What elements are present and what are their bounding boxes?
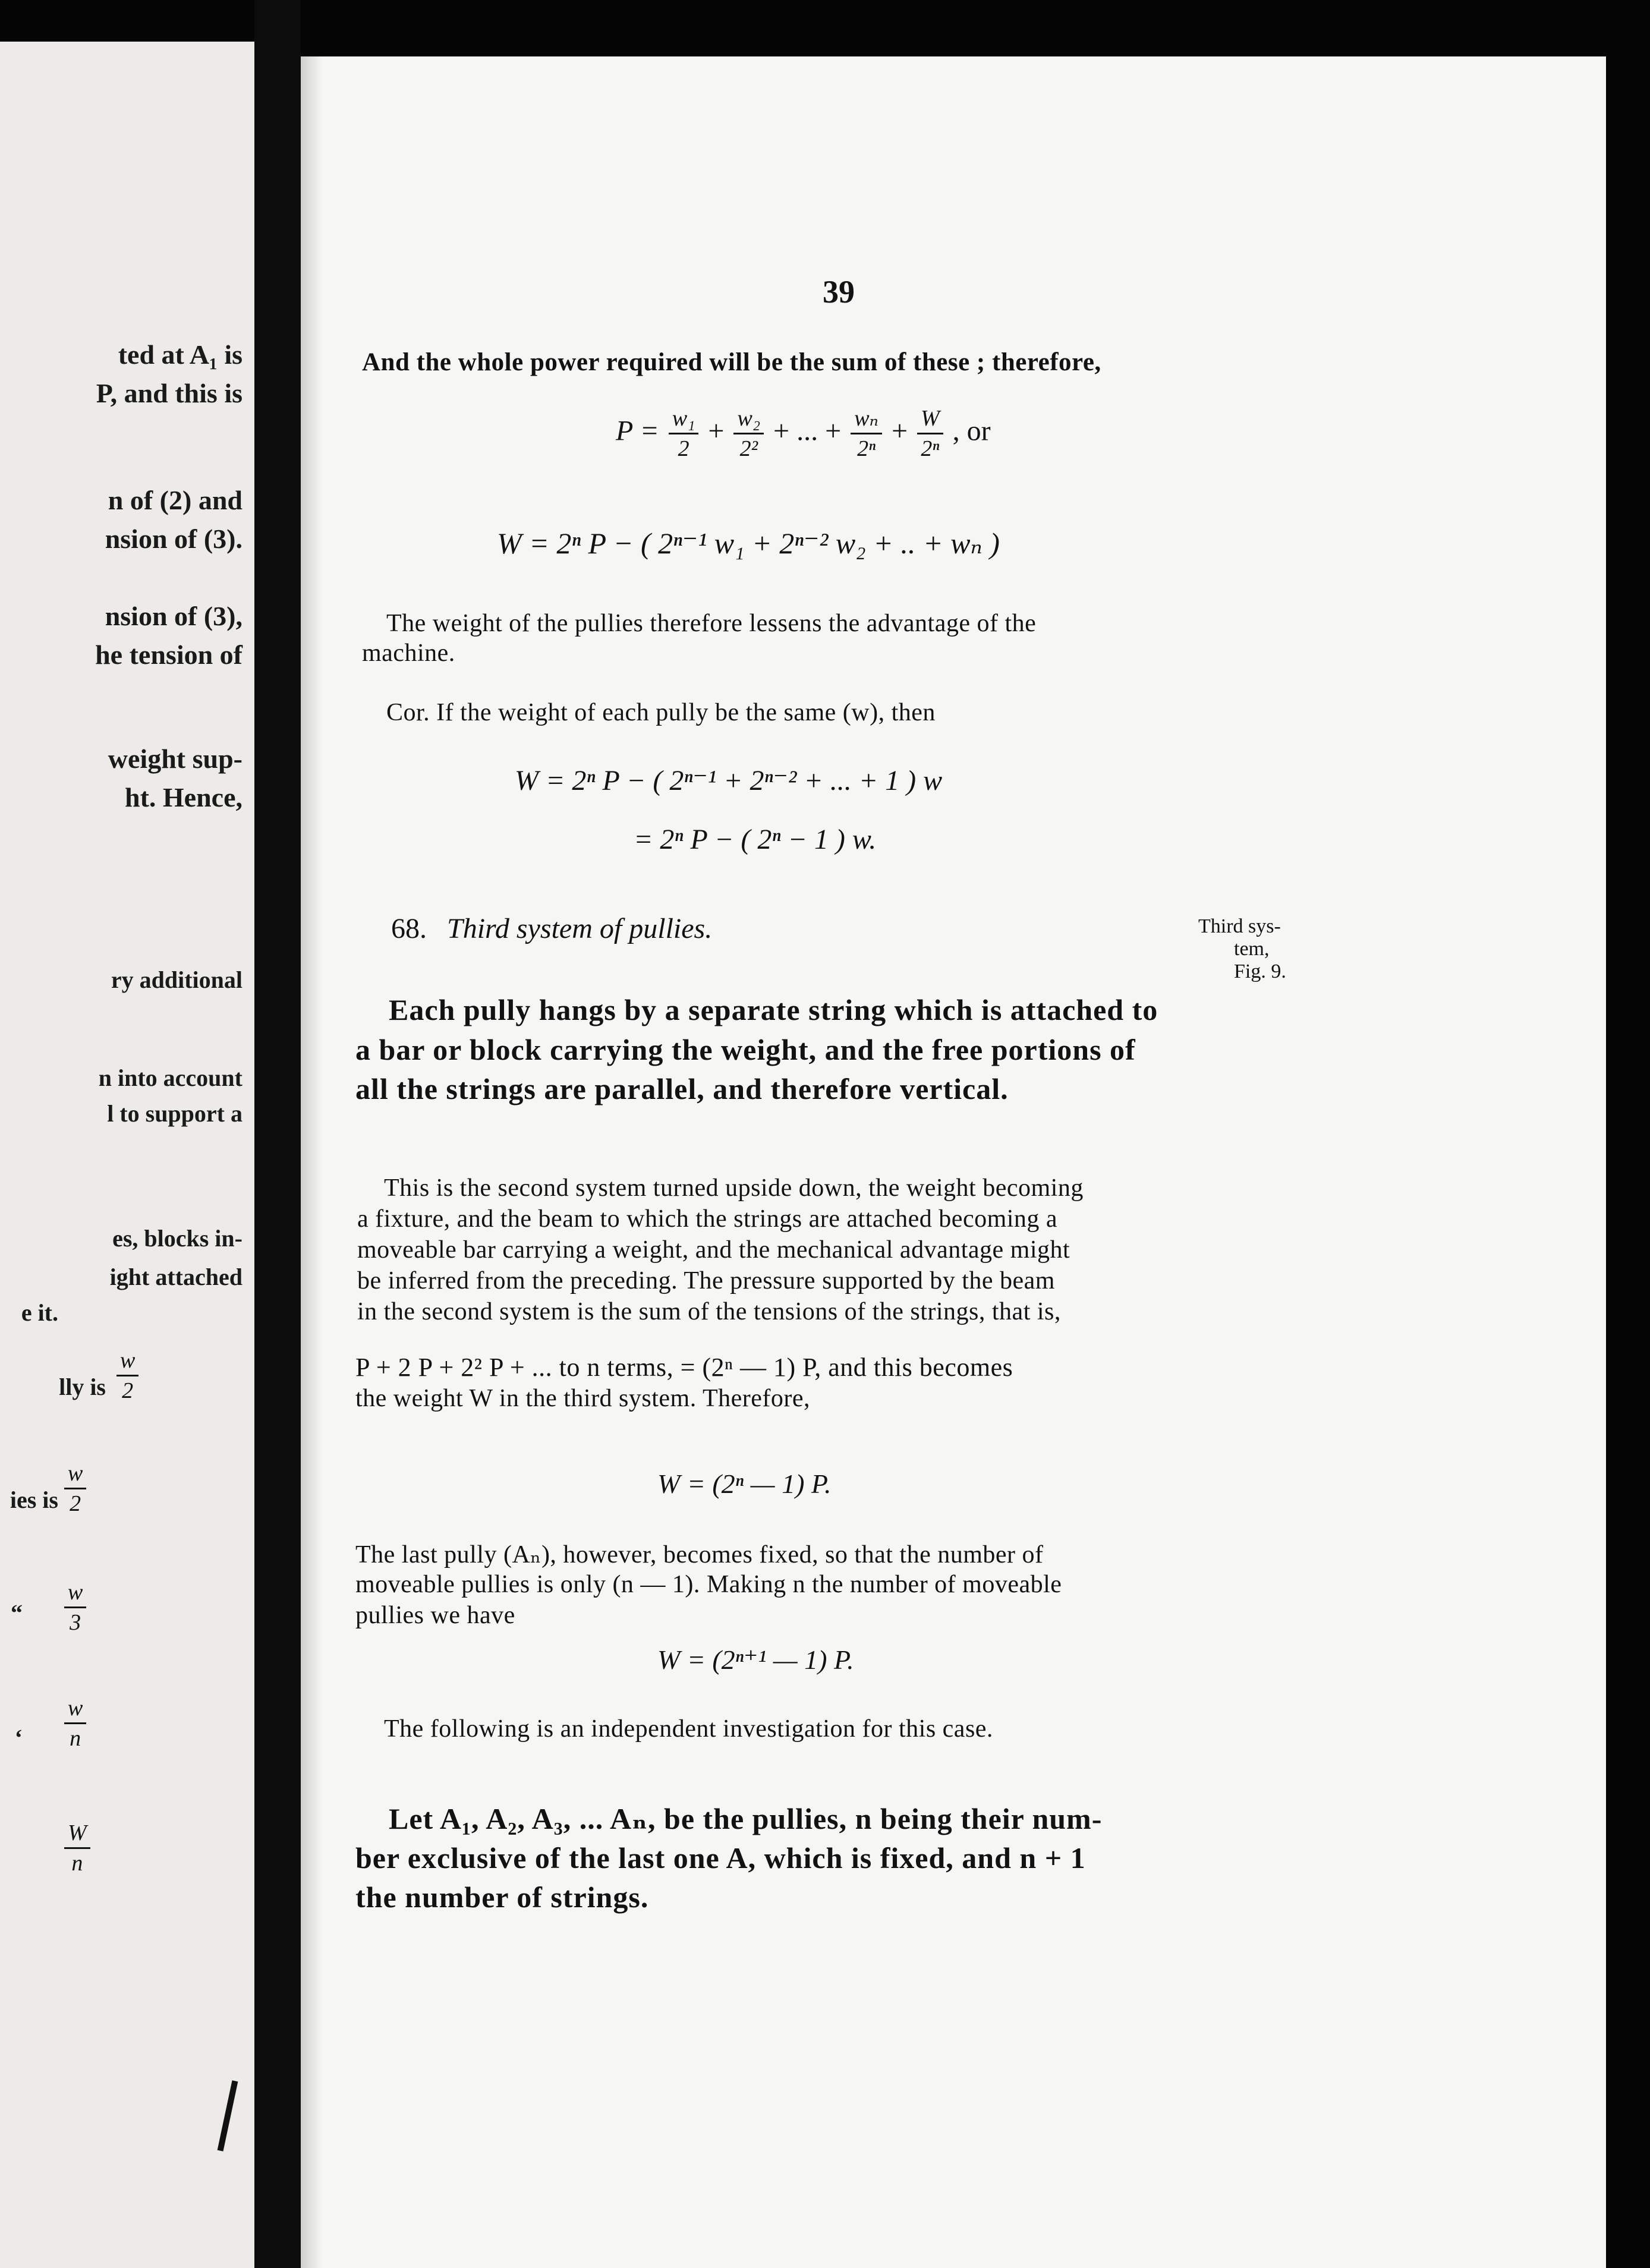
eq1-term: $\frac{\text{wₙ}}{\text{2ⁿ}}$ [851,404,882,463]
left-line: ight attached [109,1264,243,1290]
left-line: lly is [59,1374,106,1400]
paragraph-line: be inferred from the preceding. The pressure supported by the beam [357,1267,1055,1294]
paragraph-line: The weight of the pullies therefore lessens the advantage of the [386,610,1037,637]
left-fraction: $\frac{w}{2}$ [62,1459,89,1518]
paragraph-line: a bar or block carrying the weight, and the free portions of [355,1033,1136,1066]
left-line: nsion of (3), [105,601,243,631]
left-page-fragment [0,42,254,2268]
left-line: es, blocks in- [112,1225,243,1252]
page-number: 39 [823,274,855,310]
paragraph-line: a fixture, and the beam to which the strings are attached becoming a [357,1205,1058,1233]
paragraph-line: This is the second system turned upside down, the weight becoming [384,1174,1084,1202]
eq1-lhs: P = [616,415,659,447]
left-line: P, and this is [96,378,243,408]
eq1-term: $\frac{\text{w₁}}{2}$ [669,404,699,463]
paragraph-line: The last pully (Aₙ), however, becomes fixed, so that the number of [355,1541,1044,1568]
paragraph-line: in the second system is the sum of the tensions of the strings, that is, [357,1298,1061,1325]
left-line: ‘ [14,1724,23,1751]
left-line: n into account [98,1064,243,1091]
paragraph-line: Each pully hangs by a separate string which is attached to [389,993,1158,1026]
left-line: “ [11,1599,23,1626]
left-line: e it. [21,1299,58,1326]
left-line: ies is [10,1486,58,1513]
equation-equal-weights-simplified: = 2ⁿ P − ( 2ⁿ − 1 ) w. [634,824,877,855]
equation-weight-with-pullies: W = 2ⁿ P − ( 2ⁿ⁻¹ w₁ + 2ⁿ⁻² w₂ + .. + wₙ ) [497,527,1000,560]
margin-note: Third sys- tem, Fig. 9. [1198,915,1286,982]
eq1-term: $\frac{W}{\text{2ⁿ}}$ [917,404,943,463]
left-fraction: $\frac{w}{3}$ [62,1578,89,1637]
paragraph-line: pullies we have [355,1602,515,1629]
section-title: Third system of pullies. [447,913,713,944]
left-line: weight sup- [108,744,243,774]
left-line: nsion of (3). [105,524,243,554]
page-shadow [301,56,322,2268]
section-heading [391,912,712,945]
left-line: ht. Hence, [124,782,243,812]
left-fraction: $\frac{w}{2}$ [114,1346,141,1405]
paragraph-line: the weight W in the third system. Therefore, [355,1385,810,1412]
paragraph-line: The following is an independent investigation for this case. [384,1715,993,1743]
paragraph-line: Let A₁, A₂, A₃, ... Aₙ, be the pullies, n being their num- [389,1802,1103,1835]
paragraph-line: the number of strings. [355,1880,649,1914]
paragraph-line: ber exclusive of the last one A, which is fixed, and n + 1 [355,1841,1086,1875]
paragraph-line: moveable bar carrying a weight, and the mechanical advantage might [357,1236,1070,1264]
book-page [301,56,1606,2268]
left-line: l to support a [107,1100,243,1127]
equation-equal-weights: W = 2ⁿ P − ( 2ⁿ⁻¹ + 2ⁿ⁻² + ... + 1 ) w [515,765,943,796]
book-gutter [254,0,301,2268]
paragraph-line: moveable pullies is only (n — 1). Making n the number of moveable [355,1571,1062,1598]
left-line: ry additional [111,966,243,993]
section-number: 68. [391,913,427,944]
paragraph-line: P + 2 P + 2² P + ... to n terms, = (2ⁿ — 1) P, and this becomes [355,1353,1013,1382]
eq1-term: $\frac{\text{w₂}}{\text{2²}}$ [733,404,764,463]
left-fraction: $\frac{W}{n}$ [62,1819,93,1878]
left-fraction: $\frac{w}{n}$ [62,1694,89,1753]
equation-moveable-pullies: W = (2ⁿ⁺¹ — 1) P. [657,1645,854,1675]
paragraph-line: machine. [362,640,455,667]
equation-third-system: W = (2ⁿ — 1) P. [657,1469,832,1499]
left-line: n of (2) and [108,485,243,515]
left-line: he tension of [95,640,243,670]
paragraph-line: all the strings are parallel, and therefore vertical. [355,1072,1009,1105]
equation-power-sum: P = $\frac{\text{w₁}}{2}$ + $\frac{\text{w₂}}{\text{2²}}$ + ... + $\frac{\text{wₙ}}{\text{2ⁿ}}$ + $\frac{W}{\text{2ⁿ}}$ , or [616,404,991,463]
corollary-line: Cor. If the weight of each pully be the same (w), then [386,699,936,726]
intro-line: And the whole power required will be the sum of these ; therefore, [362,348,1101,376]
left-line: ted at A₁ is [118,339,243,370]
